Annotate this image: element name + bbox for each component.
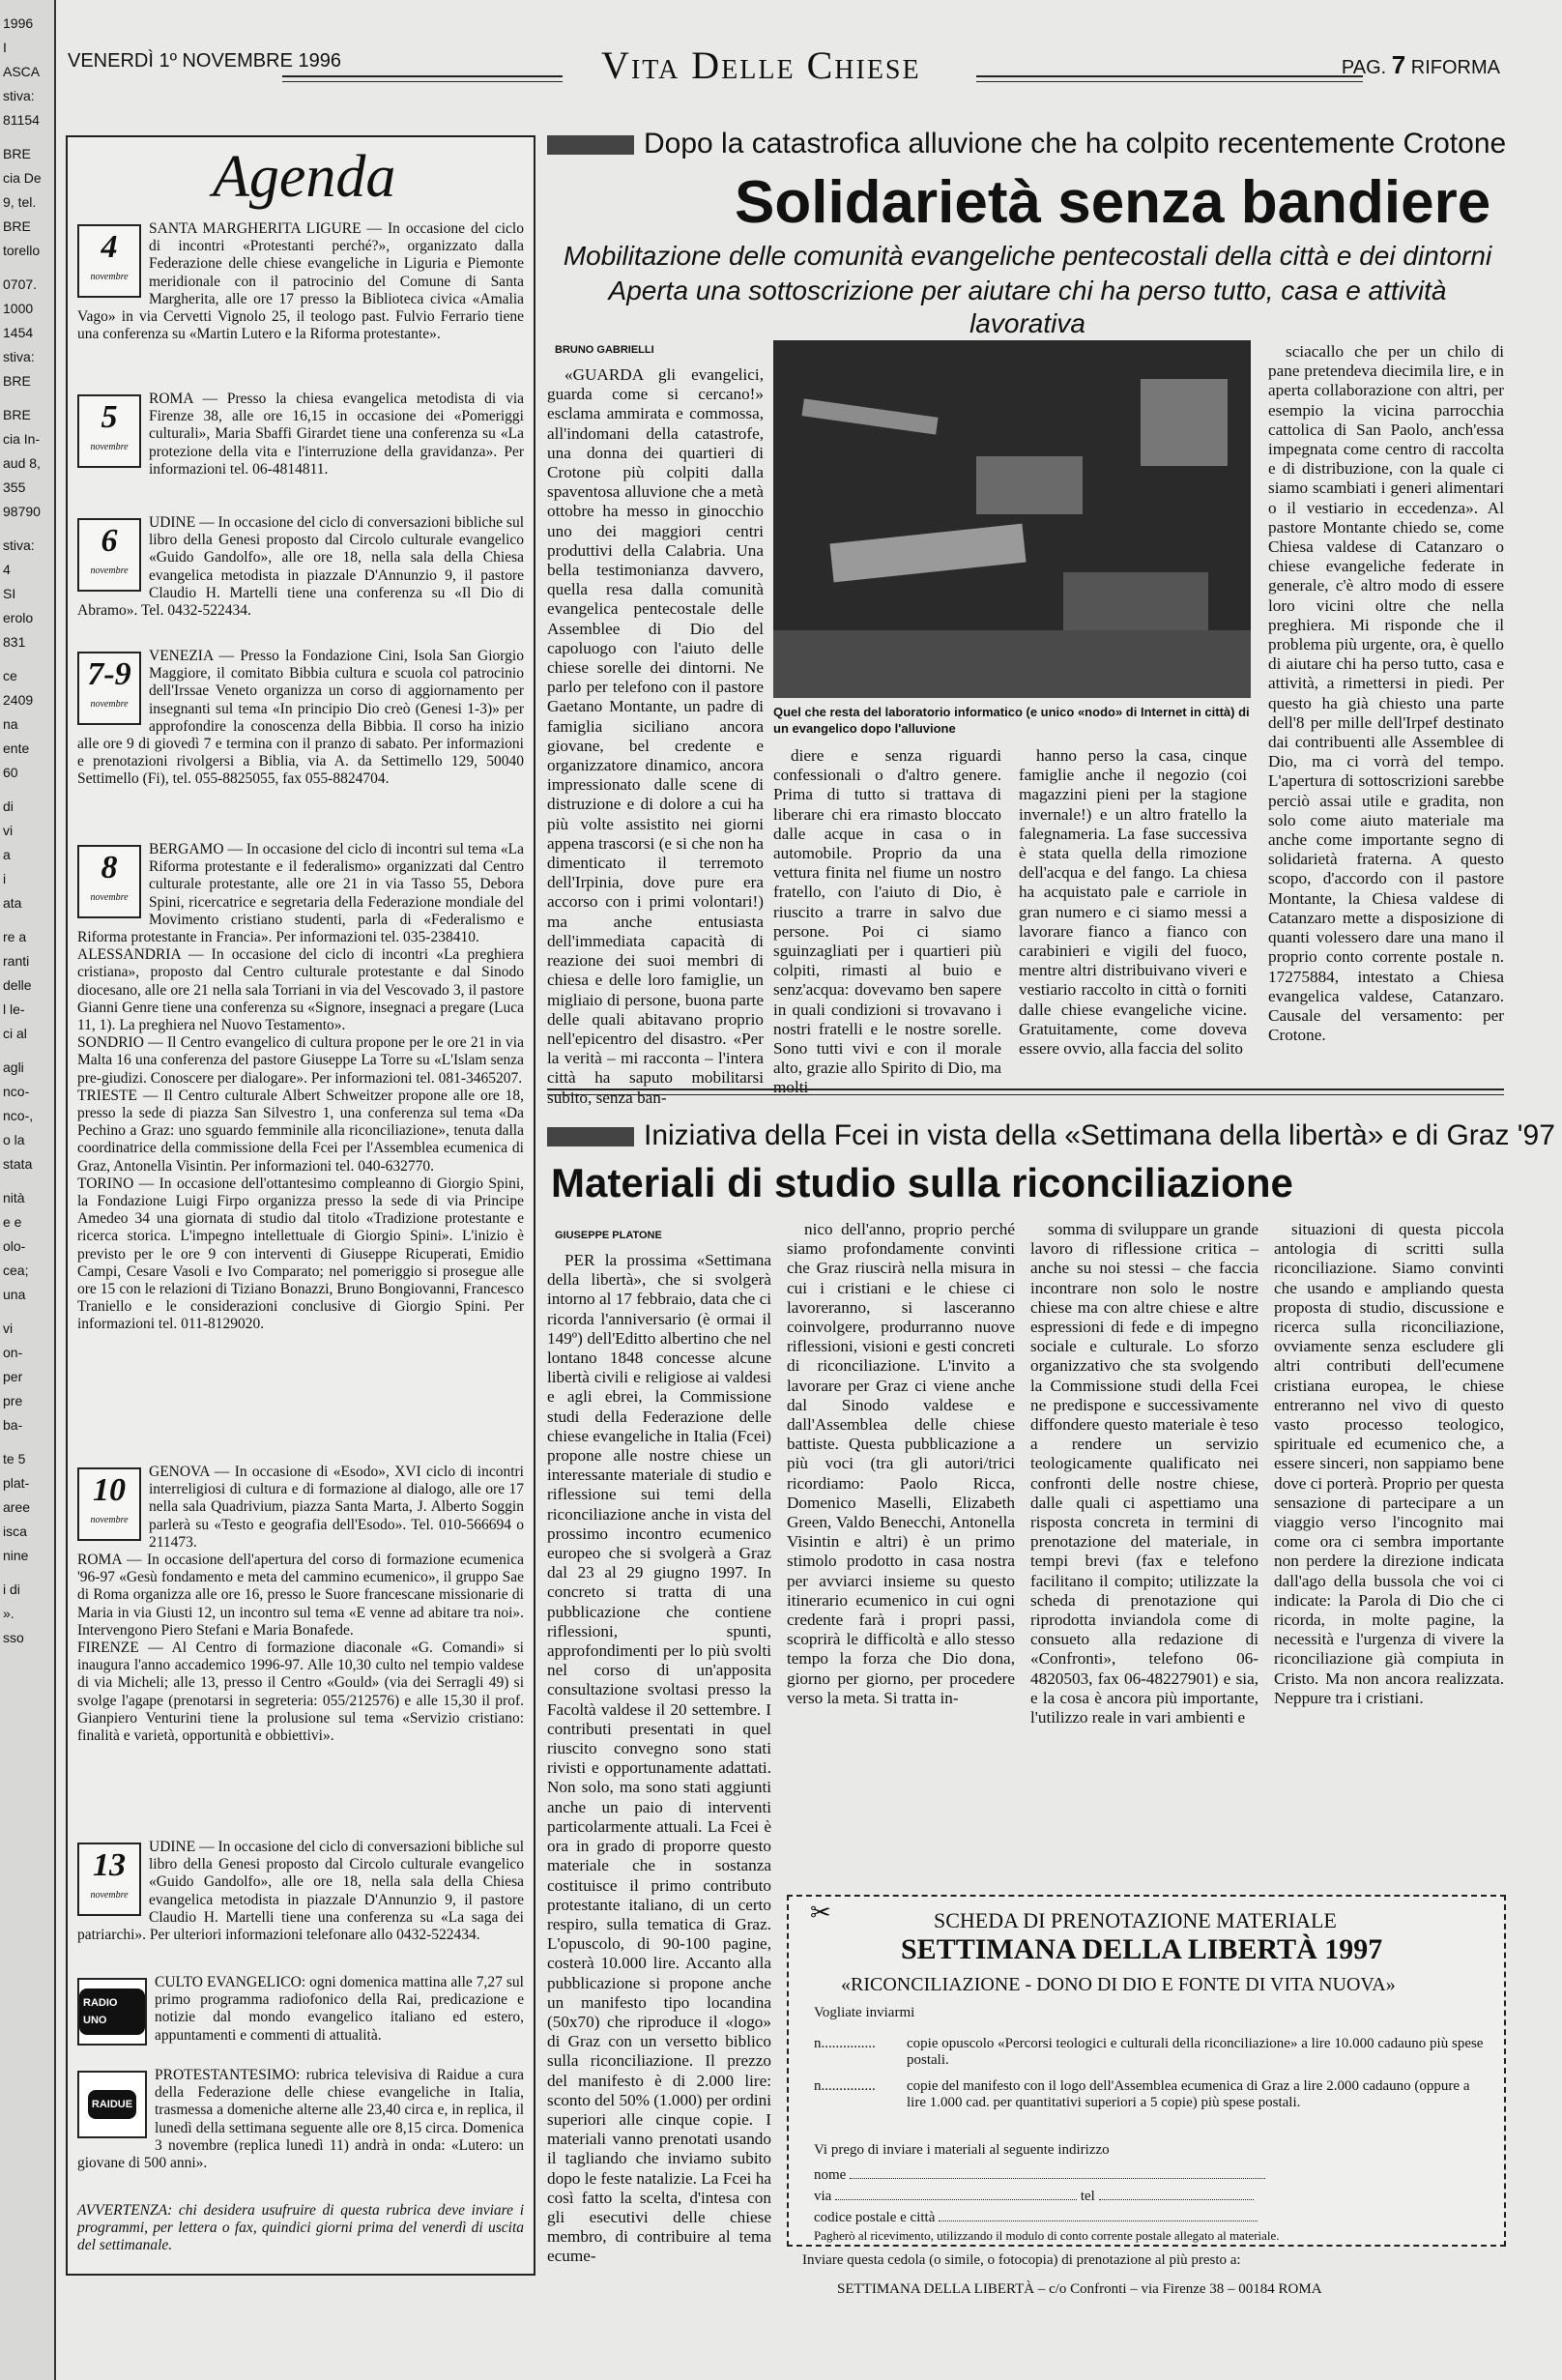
agenda-entry-text: ALESSANDRIA — In occasione del ciclo di incontri «La preghiera cristiana», proposto dal Centro culturale protestante e dal Sinodo diocesano, alle ore 21 nella sala Torriani in via del Vescovado 3, il pastore Gianni Genre tiene una conferenza su «Signore, insegnaci a pregare (Luca 11, 1). La preghiera nel Nuovo Testamento». bbox=[77, 946, 524, 1034]
article1-deck-2: Aperta una sottoscrizione per aiutare chi ha perso tutto, casa e attività lavorativa bbox=[608, 276, 1447, 338]
section-title: Vita Delle Chiese bbox=[601, 44, 921, 87]
page-label: PAG. bbox=[1341, 57, 1387, 78]
agenda-warning bbox=[77, 2202, 524, 2255]
coupon-name-field[interactable] bbox=[814, 2167, 1265, 2184]
coupon-tel-label: tel bbox=[1080, 2189, 1095, 2204]
issue-date: VENERDÌ 1º NOVEMBRE 1996 bbox=[68, 50, 341, 72]
calendar-month: novembre bbox=[90, 1515, 129, 1525]
strip-fragment: pre bbox=[3, 1393, 23, 1408]
strip-fragment: BRE bbox=[3, 407, 31, 422]
article1-column-1-text: «GUARDA gli evangelici, guarda come si cercano!» esclama ammirata e commossa, all'indomani della catastrofe, una donna dei quartieri di Crotone più colpiti dalla spaventosa alluvione che a metà ottobre ha messo in ginocchio uno dei maggiori centri produttivi della Calabria. Una bella testimonianza davvero, quella resa dalla comunità evangelica pentecostale delle Assemblee di Dio del capoluogo con l'aiuto delle chiese sorelle dei dintorni. Ne parlo per telefono con il pastore Gaetano Montante, un padre di famiglia siciliano ancora giovane, bel credente e organizzatore dinamico, ancora impressionato dalle scene di distruzione e di dolore a cui ha più volte assistito nei giorni appena trascorsi (e si che non ha dimenticato il terremoto dell'Irpinia, dove pure era accorso con i primi volontari!) ma anche entusiasta dell'immediata capacità di reazione dei suoi membri di chiesa e delle loro famiglie, un migliaio di persone, buona parte delle quali abitavano proprio nell'epicentro del disastro. «Per la verità – mi racconta – l'intera città ha saputo mobilitarsi subito, senza ban- bbox=[547, 365, 764, 1107]
radio-entry bbox=[77, 1974, 524, 2047]
strip-fragment: delle bbox=[3, 977, 32, 993]
article1-kicker-text: Dopo la catastrofica alluvione che ha colpito recentemente Crotone bbox=[644, 128, 1507, 160]
article1-column-3 bbox=[1019, 746, 1247, 1075]
strip-fragment: aree bbox=[3, 1499, 31, 1515]
strip-fragment: stiva: bbox=[3, 88, 35, 103]
agenda-entry-text: VENEZIA — Presso la Fondazione Cini, Isola San Giorgio Maggiore, il comitato Bibbia cultura e scuola col patrocinio dell'Irssae Veneto organizza un corso di aggiornamento per insegnanti sul tema «In principio Dio creò (Genesi 1-3)» per approfondire la conoscenza della Bibbia. Il corso ha inizio alle ore 9 di giovedì 7 e termina con il pranzo di sabato. Per informazioni e prenotazioni rivolgersi a Biblia, via A. da Settimello 129, 50040 Settimello (Fi), tel. 055-8825055, fax 055-8824704. bbox=[77, 648, 524, 788]
strip-fragment: nità bbox=[3, 1190, 25, 1205]
strip-fragment: erolo bbox=[3, 610, 34, 625]
coupon-name-label: nome bbox=[814, 2167, 847, 2183]
strip-fragment: 81154 bbox=[3, 112, 40, 128]
calendar-day: 10 bbox=[93, 1472, 126, 1508]
agenda-box bbox=[66, 135, 535, 2276]
calendar-month: novembre bbox=[90, 892, 129, 903]
article1-column-3-text: hanno perso la casa, cinque famiglie anche il negozio (coi magazzini pieni per la stagione invernale!) e un altro fratello la falegnameria. La fase successiva è stata quella della rimozione dell'acqua e del fango. La chiesa ha acquistato pale e carriole in gran numero e ci siamo messi a lavorare fianco a fianco con carabinieri e vigili del fuoco, mentre altri distribuivano viveri e vestiario raccolto in città o forniti dalle chiese evangeliche vicine. Gratuitamente, come doveva essere ovvio, alla faccia del solito bbox=[1019, 746, 1247, 1059]
article2-column-4 bbox=[1274, 1220, 1504, 1887]
kicker-bar bbox=[547, 135, 634, 155]
calendar-icon bbox=[77, 518, 141, 592]
coupon-send-label: Vogliate inviarmi bbox=[814, 2005, 915, 2020]
strip-fragment: nine bbox=[3, 1548, 29, 1563]
calendar-day: 5 bbox=[101, 399, 118, 435]
reservation-coupon bbox=[787, 1895, 1506, 2247]
article2-column-2 bbox=[787, 1220, 1015, 1887]
article1-column-2-text: diere e senza riguardi confessionali o d'altro genere. Prima di tutto si trattava di liberare chi era rimasto bloccato dalle acque in casa o in automobile. Proprio da una vettura finita nel fiume un nostro fratello, con l'aiuto di Dio, è riuscito a trarre in salvo due persone. Poi ci siamo sguinzagliati per i quartieri più colpiti, rimasti al buio e senz'acqua: dovevamo ben sapere in quali condizioni si trovavano i nostri fratelli e le nostre sorelle. Sono tutti vivi e con il morale alto, grazie allo Spirito di Dio, ma molti bbox=[773, 746, 1001, 1097]
coupon-qty-field-1[interactable]: n............... bbox=[814, 2036, 876, 2051]
coupon-payment-note: Pagherò al ricevimento, utilizzando il modulo di conto corrente postale allegato al materiale. bbox=[814, 2228, 1280, 2243]
strip-fragment: I bbox=[3, 40, 7, 55]
article2-column-3 bbox=[1030, 1220, 1258, 1887]
flood-damage-photo bbox=[773, 340, 1251, 698]
photo-shape bbox=[1141, 379, 1228, 466]
strip-fragment: ci al bbox=[3, 1026, 27, 1041]
article2-column-2-text: nico dell'anno, proprio perché siamo profondamente convinti che Graz riuscirà nella misura in cui i cristiani e le chiese ci lavoreranno, si lasceranno coinvolgere, produrranno nuove riflessioni, visioni e gesti concreti di riconciliazione. L'invito a lavorare per Graz ci viene anche dal Sinodo valdese e dall'Assemblea delle chiese battiste. Questa pubblicazione a più voci (tra gli autori/trici ricordiamo: Paolo Ricca, Domenico Maselli, Elizabeth Green, Valdo Benecchi, Antonella Visintin e altri) è un primo stimolo prodotto in casa nostra per avviarci insieme su questo itinerario ecumenico in cui ogni credente farà i propri passi, scoprirà le difficoltà e allo stesso tempo la forza che Dio dona, giorno per giorno, per procedere verso la meta. Si tratta in- bbox=[787, 1220, 1015, 1707]
tv-icon bbox=[77, 2071, 147, 2138]
strip-fragment: di bbox=[3, 798, 14, 814]
strip-fragment: sso bbox=[3, 1630, 24, 1645]
coupon-subtitle: SETTIMANA DELLA LIBERTÀ 1997 bbox=[901, 1933, 1383, 1965]
strip-fragment: nco- bbox=[3, 1084, 30, 1099]
calendar-icon bbox=[77, 394, 141, 468]
coupon-zip-label: codice postale e città bbox=[814, 2210, 936, 2225]
article2-kicker bbox=[547, 1119, 1555, 1152]
strip-fragment: ba- bbox=[3, 1417, 23, 1433]
agenda-entry-text: UDINE — In occasione del ciclo di conversazioni bibliche sul libro della Genesi proposto dal Circolo culturale evangelico «Guido Gandolfo», alle ore 18, nella sala della Chiesa evangelica metodista in piazzale D'Annunzio 9, il pastore Claudio H. Martelli tiene una conferenza su «Il Dio di Abramo». Tel. 0432-522434. bbox=[77, 514, 524, 620]
agenda-entry bbox=[77, 1839, 524, 1944]
fill-line bbox=[850, 2178, 1265, 2179]
strip-fragment: SI bbox=[3, 586, 16, 601]
kicker-bar bbox=[547, 1127, 634, 1146]
calendar-icon bbox=[77, 1843, 141, 1916]
article1-column-1 bbox=[547, 365, 764, 1107]
calendar-month: novembre bbox=[90, 442, 129, 452]
coupon-instructions: Inviare questa cedola (o simile, o fotocopia) di prenotazione al più presto a: bbox=[802, 2252, 1241, 2268]
agenda-entry-text: ROMA — In occasione dell'apertura del corso di formazione ecumenica '96-97 «Gesù fondamento e meta del cammino ecumenico», il gruppo Sae di Roma organizza alle ore 16, presso le Suore francescane missionarie di Maria in via Giusti 12, un incontro sul tema «E venne ad abitare tra noi». Intervengono Piero Stefani e Maria Bonafede. bbox=[77, 1552, 524, 1639]
adjacent-page-strip bbox=[0, 0, 56, 2380]
strip-fragment: 9, tel. bbox=[3, 194, 37, 210]
agenda-entry-text: TRIESTE — Il Centro culturale Albert Schweitzer propone alle ore 18, presso la sede di piazza San Silvestro 1, una conferenza sul tema «Da Pechino a Graz: uno sguardo femminile alla riconciliazione», tenuta dalla coordinatrice della commissione della Fcei per l'Assemblea ecumenica di Graz, Antonella Visintin. Per informazioni tel. 040-632770. bbox=[77, 1087, 524, 1175]
strip-fragment: 1996 bbox=[3, 15, 34, 31]
calendar-month: novembre bbox=[90, 566, 129, 576]
strip-fragment: na bbox=[3, 716, 18, 732]
article1-column-4-text: sciacallo che per un chilo di pane pretendeva diecimila lire, e in aperta collaborazione con altri, per esempio la vicina parrocchia cattolica di San Paolo, anch'essa impegnata come centro di raccolta e di distribuzione, con la quale ci siamo scambiati i generi alimentari o il vestiario in eccedenza». Al pastore Montante chiedo se, come Chiesa valdese di Catanzaro o chiese evangeliche federate in generale, c'è altro modo di essere loro vicini oltre che nella preghiera. Mi risponde che il problema più urgente, ora, è quello di aiutare chi ha perso tutto, casa e attività, a rimettersi in piedi. Per questo ha già chiesto una parte dell'8 per mille dell'Irpef destinato dai contribuenti alle Assemblee di Dio, ma ci vorrà del tempo. L'apertura di sottoscrizioni sarebbe perciò assai utile e gradita, non solo come aiuto materiale ma anche come importante segno di solidarietà fraterna. A questo scopo, d'accordo con il pastore Montante, la Chiesa valdese di Catanzaro mette a disposizione di quanti volessero dare una mano il proprio conto corrente postale n. 17275884, intestato a Chiesa evangelica valdese, Catanzaro. Causale del versamento: per Crotone. bbox=[1268, 342, 1504, 1045]
paper-name: RIFORMA bbox=[1410, 57, 1500, 78]
agenda-entry-text: BERGAMO — In occasione del ciclo di incontri sul tema «La Riforma protestante e il federalismo» organizzati dal Centro culturale protestante, alle ore 21 in via Tasso 55, Debora Spini, ricercatrice e segretaria della Federazione mondiale del Movimento cristiano studenti, parla di «Federalismo e Riforma protestante in Francia». Per informazioni tel. 035-238410. bbox=[77, 841, 524, 946]
tv-icon-label: RAIDUE bbox=[88, 2090, 136, 2119]
fill-line bbox=[835, 2199, 1077, 2200]
calendar-day: 13 bbox=[93, 1847, 126, 1883]
strip-fragment: aud 8, bbox=[3, 455, 41, 471]
strip-fragment: on- bbox=[3, 1345, 23, 1360]
strip-fragment: 355 bbox=[3, 479, 26, 495]
strip-fragment: stiva: bbox=[3, 537, 35, 553]
agenda-entry-text: SONDRIO — Il Centro evangelico di cultura propone per le ore 21 in via Malta 16 una conferenza del pastore Giuseppe La Torre su «L'Islam senza pre-giudizi. Conoscere per dialogare». Per informazioni tel. 081-3465207. bbox=[77, 1034, 524, 1087]
article2-column-4-text: situazioni di questa piccola antologia di scritti sulla riconciliazione. Siamo convinti che usando e ampliando questa proposta di studio, discussione e ricerca sulla riconciliazione, ovviamente senza escludere gli altri contributi dell'ecumene cristiana europea, le chiese entreranno nel vivo di questo vasto processo teologico, spirituale ed ecumenico che, a essere sinceri, non sappiamo bene dove ci porterà. Proprio per questa sensazione di partecipare a un viaggio verso l'incognito mai come ora ci sembra importante non perdere la direzione indicata dall'ago della bussola che voi ci indicate: la Parola di Dio che ci ricorda, in molte pagine, la necessità e l'urgenza di vivere la riconciliazione già compiuta in Cristo. Ma non ancora realizzata. Neppure tra i cristiani. bbox=[1274, 1220, 1504, 1707]
coupon-qty-field-2[interactable]: n............... bbox=[814, 2078, 876, 2094]
agenda-entry-text: GENOVA — In occasione di «Esodo», XVI ciclo di incontri interreligiosi di cultura e di formazione al dialogo, alle ore 17 nella sala Quadrivium, piazza Santa Marta, J. Alberto Soggin parlerà su «Testo e geografia dell'Esodo». Tel. 010-566694 o 211473. bbox=[149, 1464, 524, 1551]
tv-entry-text: PROTESTANTESIMO: rubrica televisiva di Raidue a cura della Federazione delle chiese evangeliche in Italia, trasmessa a domeniche alterne alle 23,40 circa e, in replica, il lunedì della settimana seguente alle ore 8,15 circa. Domenica 3 novembre (replica lunedì 11) andrà in onda: «Lutero: un giovane di 500 anni». bbox=[77, 2067, 524, 2172]
strip-fragment: 60 bbox=[3, 765, 18, 780]
masthead-rule-left bbox=[282, 75, 563, 82]
strip-fragment: agli bbox=[3, 1059, 24, 1075]
calendar-month: novembre bbox=[90, 272, 129, 282]
article1-byline: BRUNO GABRIELLI bbox=[555, 344, 654, 356]
strip-fragment: torello bbox=[3, 243, 41, 258]
strip-fragment: o la bbox=[3, 1132, 25, 1147]
photo-caption: Quel che resta del laboratorio informatico (e unico «nodo» di Internet in città) di un evangelico dopo l'alluvione bbox=[773, 705, 1250, 736]
coupon-street-label: via bbox=[814, 2189, 832, 2204]
radio-icon bbox=[77, 1978, 147, 2046]
agenda-title: Agenda bbox=[213, 144, 396, 210]
strip-fragment: te 5 bbox=[3, 1451, 26, 1466]
article-divider bbox=[547, 1088, 1504, 1095]
calendar-icon bbox=[77, 224, 141, 298]
calendar-icon bbox=[77, 845, 141, 918]
strip-fragment: ». bbox=[3, 1606, 14, 1621]
strip-fragment: a bbox=[3, 847, 11, 862]
calendar-month: novembre bbox=[90, 1890, 129, 1901]
strip-fragment: ranti bbox=[3, 953, 30, 969]
agenda-entry-text: FIRENZE — Al Centro di formazione diaconale «G. Comandi» si inaugura l'anno accademico 1996-97. Alle 10,30 culto nel tempio valdese di via Micheli; alle 13, presso il Centro «Gould» (via dei Serragli 49) si svolge l'agape (prenotarsi in segreteria: 055/212576) e alle 15,30 il prof. Gianpiero Venturini tiene la prolusione sul tema «Servizio cristiano: finalità e varietà, opportunità e obbiettivi». bbox=[77, 1640, 524, 1745]
radio-entry-text: CULTO EVANGELICO: ogni domenica mattina alle 7,27 sul primo programma radiofonico della Rai, predicazione e notizie dal mondo evangelico italiano ed estero, appuntamenti e commenti di attualità. bbox=[155, 1974, 524, 2044]
coupon-address: SETTIMANA DELLA LIBERTÀ – c/o Confronti – via Firenze 38 – 00184 ROMA bbox=[837, 2281, 1322, 2297]
strip-fragment: una bbox=[3, 1287, 26, 1302]
strip-fragment: ente bbox=[3, 740, 30, 756]
calendar-day: 8 bbox=[101, 850, 118, 885]
agenda-entry-text: UDINE — In occasione del ciclo di conversazioni bibliche sul libro della Genesi proposto dal Circolo culturale evangelico «Guido Gandolfo», alle ore 18, nella sala della Chiesa evangelica metodista in piazzale D'Annunzio 9, il pastore Claudio H. Martelli tiene una conferenza su «La saga dei patriarchi». Per ulteriori informazioni telefonare allo 0432-522434. bbox=[77, 1839, 524, 1944]
agenda-entry bbox=[77, 1464, 524, 1745]
fill-line bbox=[939, 2220, 1258, 2221]
article2-kicker-text: Iniziativa della Fcei in vista della «Settimana della libertà» e di Graz '97 bbox=[644, 1119, 1555, 1151]
agenda-entry-text: ROMA — Presso la chiesa evangelica metodista di via Firenze 38, alle ore 16,15 in occasione dei «Pomeriggi culturali», Maria Sbaffi Girardet tiene una conferenza su «La protezione della vita e l'interruzione della gravidanza». Per informazioni tel. 06-4814811. bbox=[149, 391, 524, 478]
scissors-icon: ✂ bbox=[810, 1899, 831, 1927]
strip-fragment: vi bbox=[3, 823, 14, 838]
photo-shape bbox=[976, 456, 1083, 514]
strip-fragment: stata bbox=[3, 1156, 33, 1172]
agenda-entry-text: TORINO — In occasione dell'ottantesimo compleanno di Giorgio Spini, la Fondazione Luigi Firpo organizza presso la sede di via Principe Amedeo 34 una giornata di studio dal titolo «Tradizione protestante e ricerca storica. L'impegno intellettuale di Giorgio Spini». L'inizio è previsto per le ore 9 con interventi di Giuseppe Ricuperati, Emidio Campi, Cesare Vasoli e Ivo Comparato; nel pomeriggio si prosegue alle ore 15 con le relazioni di Tiziano Bonazzi, Bruno Bongiovanni, Francesco Traniello e le considerazioni conclusive di Giorgio Spini. Per informazioni tel. 011-8129020. bbox=[77, 1175, 524, 1333]
calendar-day: 6 bbox=[101, 523, 118, 559]
strip-fragment: l le- bbox=[3, 1001, 25, 1017]
strip-fragment: isca bbox=[3, 1524, 27, 1539]
strip-fragment: BRE bbox=[3, 218, 31, 234]
strip-fragment: 831 bbox=[3, 634, 26, 650]
agenda-entry bbox=[77, 220, 524, 343]
article2-column-3-text: somma di sviluppare un grande lavoro di riflessione critica – anche su noi stessi – che faccia incontrare non solo le nostre chiese ma con altre chiese e altre espressioni di fede e di impegno sociale e culturale. Lo sforzo organizzativo che sta svolgendo la Commissione studi della Fcei ne predispone e successivamente diffondere questo materiale è teso a rendere un servizio teologicamente qualificato nei confronti delle nostre chiese, dalle quali ci aspettiamo una risposta concreta in termini di prenotazione del materiale, in tempi brevi (fax e telefono facilitano il compito; utilizzate la scheda di prenotazione qui riprodotta inviandola come di consueto alla redazione di «Confronti», telefono 06-4820503, fax 06-48227901) e sia, e la cosa è ancora più importante, l'utilizzo reale in vari ambienti e bbox=[1030, 1220, 1258, 1727]
strip-fragment: 0707. bbox=[3, 276, 38, 292]
article1-column-4 bbox=[1268, 342, 1504, 1077]
strip-fragment: re a bbox=[3, 929, 27, 944]
article2-column-1 bbox=[547, 1251, 771, 2363]
strip-fragment: olo- bbox=[3, 1238, 26, 1254]
article1-column-2 bbox=[773, 746, 1001, 1097]
masthead-rule-right bbox=[976, 75, 1363, 82]
strip-fragment: ASCA bbox=[3, 64, 41, 79]
strip-fragment: ata bbox=[3, 895, 22, 911]
radio-icon-label: RADIO UNO bbox=[79, 1988, 145, 2035]
strip-fragment: 1454 bbox=[3, 325, 34, 340]
calendar-day: 4 bbox=[101, 229, 118, 265]
article2-column-1-text: PER la prossima «Settimana della libertà», che si svolgerà intorno al 17 febbraio, data che ci ricorda l'anniversario (è ormai il 149º) dell'Editto albertino che nel lontano 1848 concesse alcune libertà civili e religiose ai valdesi e agli ebrei, la Commissione studi della Federazione delle chiese evangeliche in Italia (Fcei) propone alle nostre chiese un interessante materiale di studio e riflessione sui temi della riconciliazione anche in vista del prossimo incontro ecumenico europeo che si svolgerà a Graz dal 23 al 29 giugno 1997. In concreto si tratta di una pubblicazione che contiene riflessioni, spunti, approfondimenti per lo più svolti nel corso di un'apposita consultazione svoltasi presso la Facoltà valdese il 20 settembre. I contributi presentati in quel riuscito convegno sono stati rivisti e opportunamente adattati. Non solo, ma sono stati aggiunti anche un paio di interventi particolarmente attuali. La Fcei è ora in grado di proporre questo materiale che in sostanza costituisce il primo contributo protestante italiano, di un certo respiro, sulla tematica di Graz. L'opuscolo, di 90-100 pagine, costerà 10.000 lire. Accanto alla pubblicazione si propone anche un manifesto tipo locandina (50x70) che riproduce il «logo» di Graz con un versetto biblico sulla riconciliazione. Il prezzo del manifesto è di 2.000 lire: sconto del 50% (1.000) per ordini superiori alle cinque copie. I materiali vanno prenotati usando il tagliando che inviamo subito dopo le feste natalizie. La Fcei ha così fatto la scelta, d'intesa con gli esecutivi delle chiese membro, di contribuire al tema ecume- bbox=[547, 1251, 771, 2266]
strip-fragment: plat- bbox=[3, 1475, 30, 1491]
coupon-zip-field[interactable] bbox=[814, 2210, 1258, 2226]
strip-fragment: cia In- bbox=[3, 431, 41, 447]
strip-fragment: BRE bbox=[3, 373, 31, 389]
coupon-item-1: copie opuscolo «Percorsi teologici e culturali della riconciliazione» a lire 10.000 cadauno più spese postali. bbox=[907, 2036, 1484, 2068]
coupon-street-field[interactable] bbox=[814, 2189, 1254, 2205]
strip-fragment: per bbox=[3, 1369, 23, 1384]
photo-shape bbox=[773, 630, 1251, 698]
article2-headline: Materiali di studio sulla riconciliazione bbox=[551, 1160, 1293, 1205]
strip-fragment: i di bbox=[3, 1582, 20, 1597]
strip-fragment: cea; bbox=[3, 1263, 29, 1278]
fill-line bbox=[1099, 2199, 1254, 2200]
strip-fragment: nco-, bbox=[3, 1108, 34, 1123]
strip-fragment: stiva: bbox=[3, 349, 35, 364]
agenda-entry-text: SANTA MARGHERITA LIGURE — In occasione del ciclo di incontri «Protestanti perché?», organizzato dalla Federazione delle chiese evangeliche in Liguria e Piemonte meridionale con il patrocinio del Comune di Santa Margherita, alle ore 17 presso la Biblioteca civica «Amalia Vago» in via Cervetti Vignolo 25, il teologo past. Fulvio Ferrario tiene una conferenza su «Martin Lutero e la Riforma protestante». bbox=[77, 220, 524, 343]
strip-fragment: vi bbox=[3, 1321, 14, 1336]
strip-fragment: cia De bbox=[3, 170, 42, 186]
agenda-entry bbox=[77, 514, 524, 620]
strip-fragment: i bbox=[3, 871, 7, 886]
calendar-day: 7-9 bbox=[87, 656, 131, 692]
photo-shape bbox=[801, 398, 938, 434]
strip-fragment: 2409 bbox=[3, 692, 34, 708]
agenda-entry bbox=[77, 841, 524, 1334]
photo-shape bbox=[829, 524, 1026, 583]
calendar-icon bbox=[77, 1467, 141, 1541]
coupon-item-2: copie del manifesto con il logo dell'Assemblea ecumenica di Graz a lire 2.000 cadauno (oppure a lire 1.000 cad. per quantitativi superiori a 5 copie) più spese postali. bbox=[907, 2078, 1470, 2110]
article1-deck-1: Mobilitazione delle comunità evangeliche pentecostali della città e dei dintorni bbox=[563, 241, 1492, 271]
article1-headline: Solidarietà senza bandiere bbox=[735, 169, 1491, 236]
page-indicator bbox=[1342, 50, 1500, 80]
calendar-icon bbox=[77, 652, 141, 725]
agenda-entry bbox=[77, 391, 524, 479]
calendar-month: novembre bbox=[90, 699, 129, 710]
article2-byline: GIUSEPPE PLATONE bbox=[555, 1230, 662, 1241]
strip-fragment: e e bbox=[3, 1214, 22, 1230]
coupon-theme: «RICONCILIAZIONE - DONO DI DIO E FONTE DI VITA NUOVA» bbox=[841, 1974, 1396, 1995]
page-number: 7 bbox=[1391, 50, 1406, 79]
strip-fragment: ce bbox=[3, 668, 17, 683]
strip-fragment: 1000 bbox=[3, 301, 34, 316]
agenda-entry bbox=[77, 648, 524, 789]
article1-kicker bbox=[547, 128, 1506, 160]
strip-fragment: 4 bbox=[3, 562, 11, 577]
coupon-address-prompt: Vi prego di inviare i materiali al seguente indirizzo bbox=[814, 2142, 1110, 2158]
strip-fragment: 98790 bbox=[3, 504, 41, 519]
strip-fragment: BRE bbox=[3, 146, 31, 161]
coupon-title: SCHEDA DI PRENOTAZIONE MATERIALE bbox=[934, 1908, 1337, 1932]
tv-entry bbox=[77, 2067, 524, 2172]
agenda-warning-text: AVVERTENZA: chi desidera usufruire di questa rubrica deve inviare i programmi, per lettera o fax, quindici giorni prima del venerdì di uscita del settimanale. bbox=[77, 2202, 524, 2254]
